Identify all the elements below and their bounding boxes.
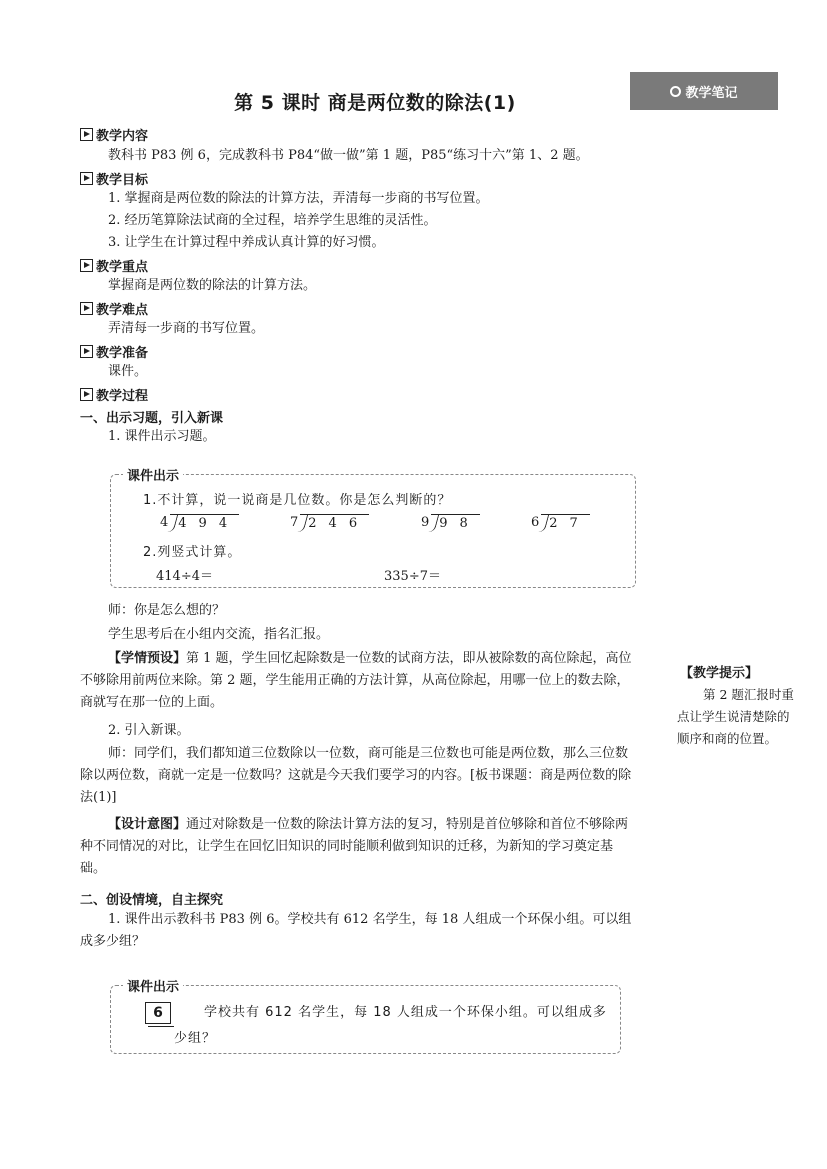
- section-heading-text: 教学重点: [96, 260, 149, 275]
- section-heading-key: [80, 256, 148, 275]
- section-heading-content: [80, 125, 148, 144]
- circle-icon: [670, 86, 681, 97]
- courseware-box-label: 课件出示: [123, 465, 183, 484]
- calc-item: 414÷4＝: [156, 569, 213, 584]
- divisor: 6: [531, 515, 540, 530]
- section-heading-text: 教学准备: [96, 346, 149, 361]
- long-division: [290, 514, 369, 531]
- courseware-box-label: 课件出示: [123, 976, 183, 995]
- long-division: [160, 514, 239, 531]
- dividend: 494: [170, 514, 239, 531]
- example-number-badge: [145, 1002, 171, 1024]
- design-text: 通过对除数是一位数的除法计算方法的复习，特别是首位够除和首位不够除两种不同情况的对比，让学生在回忆旧知识的同时能顺利做到知识的迁移，为新知的学习奠定基础。: [80, 817, 629, 876]
- preset-text: 第 1 题，学生回忆起除数是一位数的试商方法，即从被除数的高位除起，高位不够除用前两位来除。第 2 题，学生能用正确的方法计算，从高位除起，用哪一位上的数去除，商就写在那一位的上面。: [80, 651, 632, 710]
- play-triangle-icon: [80, 128, 93, 141]
- example-number: 6: [145, 1002, 171, 1024]
- exercise-question-1: 1.不计算，说一说商是几位数。你是怎么判断的？: [143, 493, 452, 508]
- content-text: 教科书 P83 例 6，完成教科书 P84“做一做”第 1 题，P85“练习十六”第 1、2 题。: [108, 148, 589, 163]
- section-heading-text: 教学过程: [96, 389, 149, 404]
- goal-item: 2. 经历笔算除法试商的全过程，培养学生思维的灵活性。: [108, 213, 437, 228]
- dividend: 246: [300, 514, 369, 531]
- intro-paragraph: 师：同学们，我们都知道三位数除以一位数，商可能是三位数也可能是两位数，那么三位数除以两位数，商就一定是一位数吗？这就是今天我们要学习的内容。[板书课题：商是两位数的除法(1)]: [80, 746, 632, 805]
- part2-heading: 二、创设情境，自主探究: [80, 893, 224, 908]
- goal-item: 1. 掌握商是两位数的除法的计算方法，弄清每一步商的书写位置。: [108, 191, 489, 206]
- design-paragraph: [80, 814, 635, 880]
- difficulty-text: 弄清每一步商的书写位置。: [108, 321, 265, 336]
- part1-step1: 1. 课件出示习题。: [108, 429, 216, 444]
- play-triangle-icon: [80, 259, 93, 272]
- part1-heading: 一、出示习题，引入新课: [80, 411, 224, 426]
- section-heading-difficulty: [80, 299, 148, 318]
- section-heading-text: 教学难点: [96, 303, 149, 318]
- exercise-question-2: 2.列竖式计算。: [143, 545, 242, 560]
- dividend: 98: [431, 514, 480, 531]
- long-division: [421, 514, 480, 531]
- student-activity: 学生思考后在小组内交流，指名汇报。: [108, 627, 330, 642]
- long-division: [531, 514, 590, 531]
- part1-step2: 2. 引入新课。: [108, 723, 190, 738]
- teaching-notes-banner: [630, 72, 778, 110]
- key-text: 掌握商是两位数的除法的计算方法。: [108, 278, 317, 293]
- goal-item: 3. 让学生在计算过程中养成认真计算的好习惯。: [108, 235, 385, 250]
- divisor: 4: [160, 515, 169, 530]
- play-triangle-icon: [80, 388, 93, 401]
- play-triangle-icon: [80, 302, 93, 315]
- preset-tag: 【学情预设】: [108, 651, 187, 666]
- section-heading-process: [80, 385, 148, 404]
- calc-item: 335÷7＝: [384, 569, 441, 584]
- example-text: 学校共有 612 名学生，每 18 人组成一个环保小组。可以组成多少组？: [174, 1005, 607, 1046]
- preset-paragraph: [80, 648, 635, 714]
- prep-text: 课件。: [108, 364, 148, 379]
- divisor: 7: [290, 515, 299, 530]
- part2-step1: 1. 课件出示教科书 P83 例 6。学校共有 612 名学生，每 18 人组成一个环保小组。可以组成多少组？: [80, 912, 632, 949]
- side-tip-title: 【教学提示】: [680, 666, 759, 681]
- play-triangle-icon: [80, 172, 93, 185]
- dividend: 27: [541, 514, 590, 531]
- design-tag: 【设计意图】: [108, 817, 187, 832]
- side-tip-text: 第 2 题汇报时重点让学生说清楚除的顺序和商的位置。: [677, 687, 794, 746]
- teaching-notes-label: 教学笔记: [685, 85, 738, 101]
- section-heading-goals: [80, 169, 148, 188]
- play-triangle-icon: [80, 345, 93, 358]
- section-heading-text: 教学内容: [96, 129, 149, 144]
- page-title: 第 5 课时 商是两位数的除法(1): [234, 92, 516, 114]
- section-heading-text: 教学目标: [96, 173, 149, 188]
- section-heading-prep: [80, 342, 148, 361]
- teacher-question: 师：你是怎么想的？: [108, 603, 226, 618]
- divisor: 9: [421, 515, 430, 530]
